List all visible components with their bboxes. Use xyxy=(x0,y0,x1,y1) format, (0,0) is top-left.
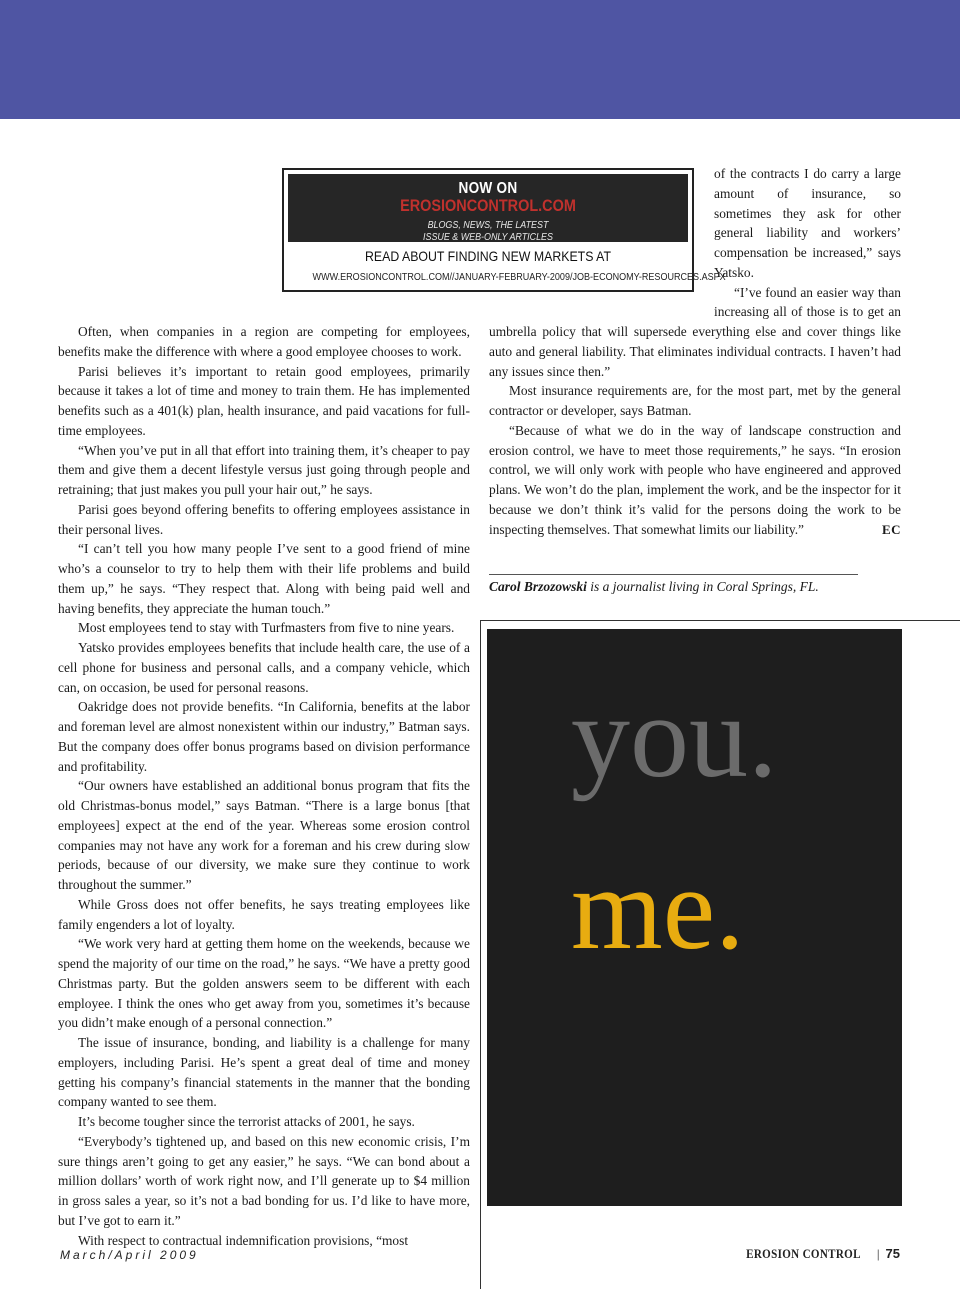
footer-magazine-name: EROSION CONTROL xyxy=(746,1246,861,1261)
paragraph: “I’ve found an easier way than increasing all of those is to get an umbrella policy that will supersede everything else and cover things like auto and general liability. That eliminates individual contracts. I haven’t had any issues since then.” xyxy=(489,284,901,379)
ad-frame-line xyxy=(480,620,960,621)
ad-headline-me: me. xyxy=(571,843,745,974)
paragraph: “Our owners have established an additional bonus program that fits the old Christmas-bonus model,” says Batman. “There is a large bonus [that employees] expect at the end of the year. Whereas some erosion control companies may not have any work for a foreman and his crew during slow periods, because of our diversity, we make sure they continue to work throughout the summer.” xyxy=(58,778,470,892)
page-number: 75 xyxy=(885,1246,900,1261)
end-mark: EC xyxy=(881,522,901,538)
paragraph: of the contracts I do carry a large amount of insurance, so sometimes they ask for other general liability and workers’ compensation be increased,” says Yatsko. xyxy=(714,166,901,280)
footer-separator: | xyxy=(876,1246,880,1261)
author-name: Carol Brzozowski xyxy=(489,579,587,594)
author-divider xyxy=(489,574,858,575)
paragraph: Yatsko provides employees benefits that include health care, the use of a cell phone for business and personal calls, and a company vehicle, which can, on occasion, be used for personal reasons. xyxy=(58,640,470,695)
footer-folio xyxy=(736,1246,900,1262)
callout-site-name[interactable]: EROSIONCONTROL.COM xyxy=(400,196,576,215)
callout-subtitle-line: ISSUE & WEB-ONLY ARTICLES xyxy=(423,231,553,243)
paragraph: “We work very hard at getting them home on the weekends, because we spend the majority of our time on the road,” he says. “We have a pretty good Christmas party. But the golden answers seem to be different with each employee. I think the ones who get away from you, sometimes it’s because you didn’t make enough of a personal connection.” xyxy=(58,936,470,1031)
callout-title: NOW ON xyxy=(458,180,518,197)
paragraph: “I can’t tell you how many people I’ve sent to a good friend of mine who’s a counselor to try to help them with their life problems and build them up,” he says. “They respect that. Along with being paid well and having benefits, they appreciate the human touch.” xyxy=(58,541,470,616)
header-band xyxy=(0,0,960,119)
paragraph: “When you’ve put in all that effort into training them, it’s cheaper to pay them and give them a decent lifestyle versus just going through people and retraining; that just makes you pull your hair out,” he says. xyxy=(58,442,470,497)
advertisement xyxy=(487,629,902,1206)
paragraph: The issue of insurance, bonding, and liability is a challenge for many employers, including Parisi. He’s spent a great deal of time and money getting his company’s financial statements in the manner that the bonding company wanted to see them. xyxy=(58,1035,470,1110)
paragraph: Often, when companies in a region are competing for employees, benefits make the difference with where a good employee chooses to work. xyxy=(58,324,470,359)
paragraph: Most employees tend to stay with Turfmasters from five to nine years. xyxy=(78,620,455,636)
paragraph: Most insurance requirements are, for the most part, met by the general contractor or developer, says Batman. xyxy=(489,383,901,418)
article-column-left xyxy=(58,164,470,1250)
callout-url-link[interactable]: WWW.EROSIONCONTROL.COM//JANUARY-FEBRUARY-2009/JOB-ECONOMY-RESOURCES.ASPX xyxy=(312,271,726,283)
paragraph: It’s become tougher since the terrorist attacks of 2001, he says. xyxy=(78,1114,415,1129)
callout-subtitle-line: BLOGS, NEWS, THE LATEST xyxy=(427,219,549,231)
ad-headline-you: you. xyxy=(571,671,778,802)
author-bio xyxy=(489,579,819,595)
paragraph: Parisi believes it’s important to retain good employees, primarily because it takes a lot of time and money to train them. He has implemented benefits such as a 401(k) plan, health insurance, and paid vacations for full-time employees. xyxy=(58,363,470,438)
callout-read-text: READ ABOUT FINDING NEW MARKETS AT xyxy=(365,248,611,264)
author-bio-text: is a journalist living in Coral Springs, FL. xyxy=(586,579,819,594)
paragraph: Parisi goes beyond offering benefits to offering employees assistance in their personal lives. xyxy=(58,501,470,537)
paragraph: With respect to contractual indemnification provisions, “most xyxy=(78,1232,409,1248)
ad-frame-line xyxy=(480,620,481,1289)
callout-subtitle xyxy=(318,219,658,243)
paragraph: “Everybody’s tightened up, and based on this new economic crisis, I’m sure things aren’t going to get any easier,” he says. “We can bond about a million dollars’ worth of work right now, and I’ll generate up to $4 million in gross sales a year, so it’s not a bad bonding for us. I’d like to have more, but I’ve got to earn it.” xyxy=(58,1133,470,1228)
paragraph: While Gross does not offer benefits, he says treating employees like family engenders a lot of loyalty. xyxy=(58,896,470,932)
paragraph: “Because of what we do in the way of landscape construction and erosion control, we have to meet those requirements,” he says. “In erosion control, we will only work with people who have engineered and approved plans. We won’t do the plan, implement the work, and be the inspector for it because we don’t think it’s valid for the persons doing the work to be inspecting themselves. That somewhat limits our liability.” xyxy=(489,422,901,537)
web-callout-box xyxy=(282,168,726,292)
callout-header xyxy=(288,174,688,242)
paragraph: Oakridge does not provide benefits. “In California, benefits at the labor and foreman level are almost nonexistent within our industry,” Batman says. But the company does offer bonus programs based on division performance and profitability. xyxy=(58,699,470,774)
footer-issue-date: March/April 2009 xyxy=(60,1248,199,1262)
